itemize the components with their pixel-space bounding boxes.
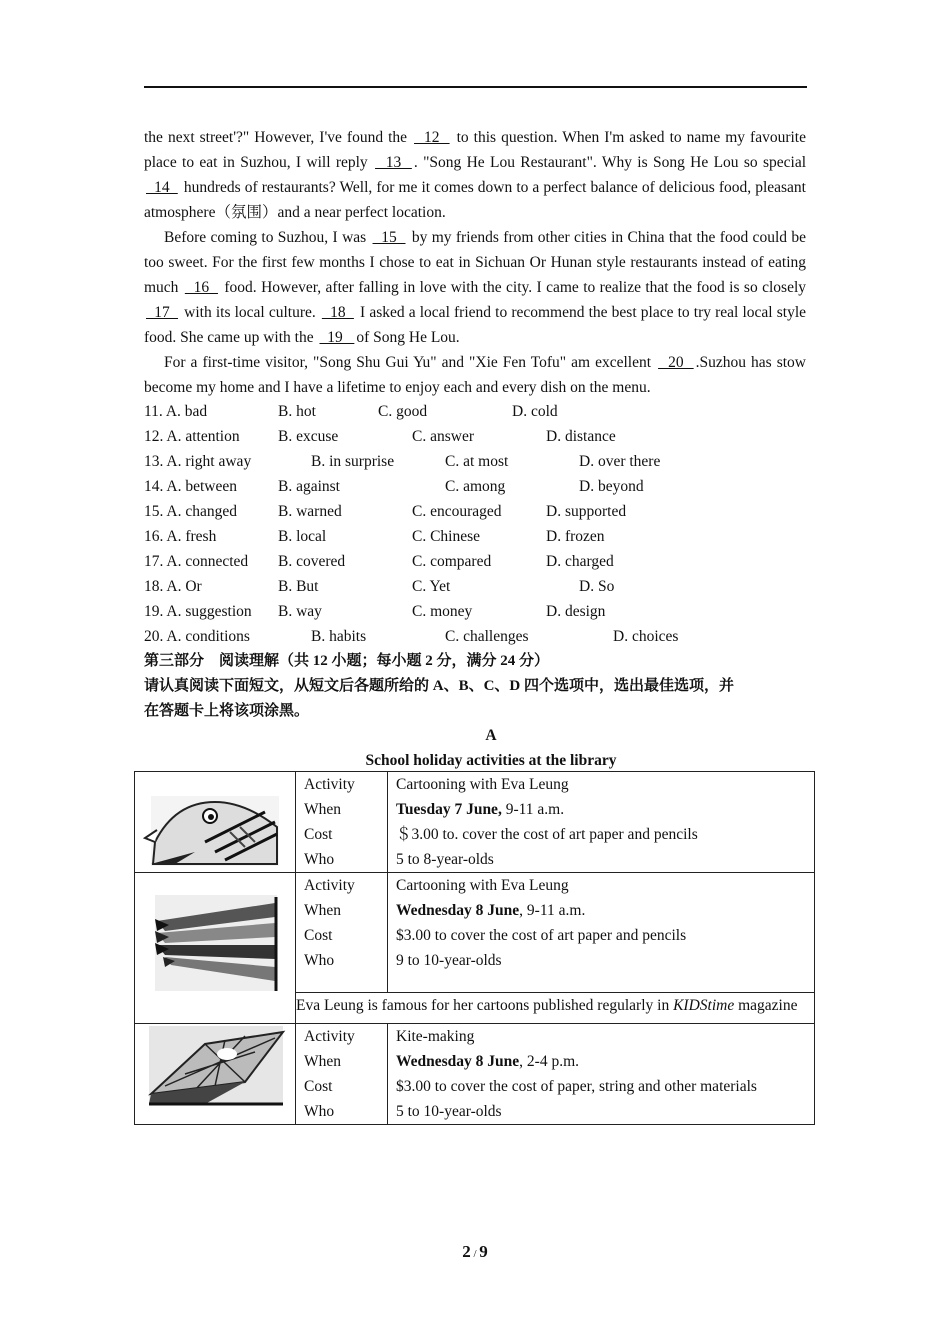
option-c: C. compared (412, 553, 492, 570)
instruction-line-1: 请认真阅读下面短文，从短文后各题所给的 A、B、C、D 四个选项中，选出最佳选项，并 (144, 678, 735, 694)
when-date: Wednesday 8 June (396, 902, 520, 919)
option-b: B. habits (311, 628, 367, 645)
option-row (144, 524, 806, 549)
passage-text: of Song He Lou. (356, 329, 460, 346)
details-cell (388, 873, 815, 993)
when-date: Wednesday 8 June (396, 1053, 520, 1070)
option-row (144, 599, 806, 624)
activities-title: School holiday activities at the library (365, 752, 617, 769)
when-time: , 9-11 a.m. (519, 902, 586, 919)
option-row (144, 499, 806, 524)
label-activity: Activity (304, 776, 355, 793)
note-cell (296, 993, 815, 1024)
option-d: D. design (546, 603, 606, 620)
option-a: 20. A. conditions (144, 628, 250, 645)
option-c: C. at most (445, 453, 509, 470)
option-a: 16. A. fresh (144, 528, 217, 545)
note-suffix: magazine (734, 997, 798, 1015)
page-total: 9 (479, 1242, 488, 1261)
label-cost: Cost (304, 1078, 333, 1095)
page-separator: / (470, 1248, 480, 1260)
label-who: Who (304, 851, 335, 868)
when-time: , 2-4 p.m. (519, 1053, 580, 1070)
when-time: 9-11 a.m. (501, 801, 565, 818)
blank-16: 16 (184, 279, 218, 296)
option-c: C. answer (412, 428, 474, 445)
blank-17: 17 (146, 304, 179, 321)
option-d: D. distance (546, 428, 616, 445)
activity-name: Kite-making (396, 1028, 475, 1045)
magazine-name: KIDStime (673, 997, 735, 1015)
option-c: C. Chinese (412, 528, 481, 545)
blank-14: 14 (146, 179, 178, 196)
option-a: 17. A. connected (144, 553, 249, 570)
option-row (144, 424, 806, 449)
blank-13: 13 (375, 154, 412, 171)
option-d: D. choices (613, 628, 679, 645)
blank-15: 15 (372, 229, 406, 246)
activity-name: Cartooning with Eva Leung (396, 877, 569, 894)
option-a: 18. A. Or (144, 578, 202, 595)
option-row (144, 549, 806, 574)
option-c: C. challenges (445, 628, 529, 645)
blank-12: 12 (414, 129, 450, 146)
note-text: Eva Leung is famous for her cartoons published regularly in (296, 997, 674, 1015)
passage-text: the next street'?" However, I've found the (144, 129, 413, 146)
activity-name: Cartooning with Eva Leung (396, 776, 569, 793)
passage-text: I asked a local friend to recommend the best place to try real local style food. She came up with the (144, 304, 807, 346)
option-row (144, 624, 806, 649)
option-row (144, 449, 806, 474)
option-b: B. in surprise (311, 453, 395, 470)
activity-when (388, 1049, 814, 1074)
passage-paragraph-2 (144, 225, 806, 350)
option-a: 12. A. attention (144, 428, 240, 445)
option-a: 13. A. right away (144, 453, 252, 470)
activity-who: 5 to 10-year-olds (396, 1103, 502, 1120)
activity-row-2 (135, 873, 815, 993)
passage-text: with its local culture. (180, 304, 320, 321)
option-d: D. beyond (579, 478, 644, 495)
section-instruction (144, 674, 806, 724)
option-c: C. Yet (412, 578, 451, 595)
kite-icon (135, 1024, 295, 1123)
part-letter: A (485, 727, 497, 744)
activity-cost: ＄3.00 to. cover the cost of art paper and pencils (396, 826, 698, 843)
activity-row-3 (135, 1024, 815, 1125)
passage-paragraph-3 (144, 350, 806, 400)
page-current: 2 (462, 1242, 471, 1261)
option-d: D. supported (546, 503, 627, 520)
option-a: 14. A. between (144, 478, 237, 495)
option-d: D. over there (579, 453, 661, 470)
passage-paragraph-1 (144, 125, 806, 225)
passage-text: Before coming to Suzhou, I was (164, 229, 371, 246)
activity-image-cell (135, 1024, 296, 1125)
passage-text: For a first-time visitor, "Song Shu Gui Yu" and "Xie Fen Tofu" am excellent (164, 354, 657, 371)
option-d: D. frozen (546, 528, 605, 545)
option-row (144, 474, 806, 499)
activity-image-cell (135, 873, 296, 1024)
option-c: C. among (445, 478, 506, 495)
label-cost: Cost (304, 826, 333, 843)
activity-cost: $3.00 to cover the cost of paper, string and other materials (396, 1078, 757, 1095)
activity-cost: $3.00 to cover the cost of art paper and pencils (396, 927, 687, 944)
labels-cell (296, 772, 388, 873)
option-d: D. charged (546, 553, 614, 570)
option-row (144, 399, 806, 424)
passage-text: .Suzhou has stow become my home and I have a lifetime to enjoy each and every dish on the menu. (144, 354, 806, 396)
option-b: B. local (278, 528, 327, 545)
activity-who: 5 to 8-year-olds (396, 851, 494, 868)
option-c: C. encouraged (412, 503, 502, 520)
label-who: Who (304, 952, 335, 969)
option-c: C. money (412, 603, 473, 620)
label-activity: Activity (304, 1028, 355, 1045)
label-activity: Activity (304, 877, 355, 894)
option-b: B. covered (278, 553, 346, 570)
passage-text: . "Song He Lou Restaurant". Why is Song He Lou so special (413, 154, 807, 171)
pencils-icon (135, 873, 295, 1023)
bird-cartoon-icon (135, 772, 295, 871)
option-d: D. So (579, 578, 615, 595)
passage-text: by my friends from other cities in China that the food could be too sweet. For the first few months I chose to eat in Sichuan Or Hunan style restaurants instead of eating much (144, 229, 806, 296)
label-who: Who (304, 1103, 335, 1120)
activity-image-cell (135, 772, 296, 873)
passage-text: hundreds of restaurants? Well, for me it comes down to a perfect balance of delicious food, pleasant atmosphere（氛围）and a near perfect location. (144, 179, 806, 221)
answer-options (144, 399, 806, 649)
option-b: B. warned (278, 503, 342, 520)
option-b: B. way (278, 603, 322, 620)
option-a: 19. A. suggestion (144, 603, 252, 620)
activities-table (134, 771, 815, 1125)
details-cell (388, 772, 815, 873)
option-d: D. cold (512, 403, 558, 420)
option-row (144, 574, 806, 599)
blank-18: 18 (321, 304, 354, 321)
activity-row-1 (135, 772, 815, 873)
activity-when (388, 797, 814, 822)
label-when: When (304, 801, 342, 818)
when-date: Tuesday 7 June, (396, 801, 502, 818)
label-cost: Cost (304, 927, 333, 944)
option-b: B. hot (278, 403, 316, 420)
option-b: B. But (278, 578, 319, 595)
details-cell (388, 1024, 815, 1125)
labels-cell (296, 873, 388, 993)
labels-cell (296, 1024, 388, 1125)
section-heading: 第三部分 阅读理解（共 12 小题；每小题 2 分，满分 24 分） (144, 653, 550, 669)
option-b: B. against (278, 478, 340, 495)
option-a: 11. A. bad (144, 403, 208, 420)
instruction-line-2: 在答题卡上将该项涂黑。 (144, 703, 310, 719)
label-when: When (304, 902, 342, 919)
activity-when (388, 898, 814, 923)
page-number (0, 1242, 950, 1262)
option-a: 15. A. changed (144, 503, 237, 520)
passage-text: food. However, after falling in love with the city. I came to realize that the food is so closely (219, 279, 807, 296)
passage-text: to this question. When I'm asked to name my favourite place to eat in Suzhou, I will reply (144, 129, 806, 171)
option-b: B. excuse (278, 428, 339, 445)
header-rule (144, 86, 807, 88)
label-when: When (304, 1053, 342, 1070)
option-c: C. good (378, 403, 428, 420)
blank-20: 20 (658, 354, 694, 371)
activity-who: 9 to 10-year-olds (396, 952, 502, 969)
blank-19: 19 (319, 329, 355, 346)
